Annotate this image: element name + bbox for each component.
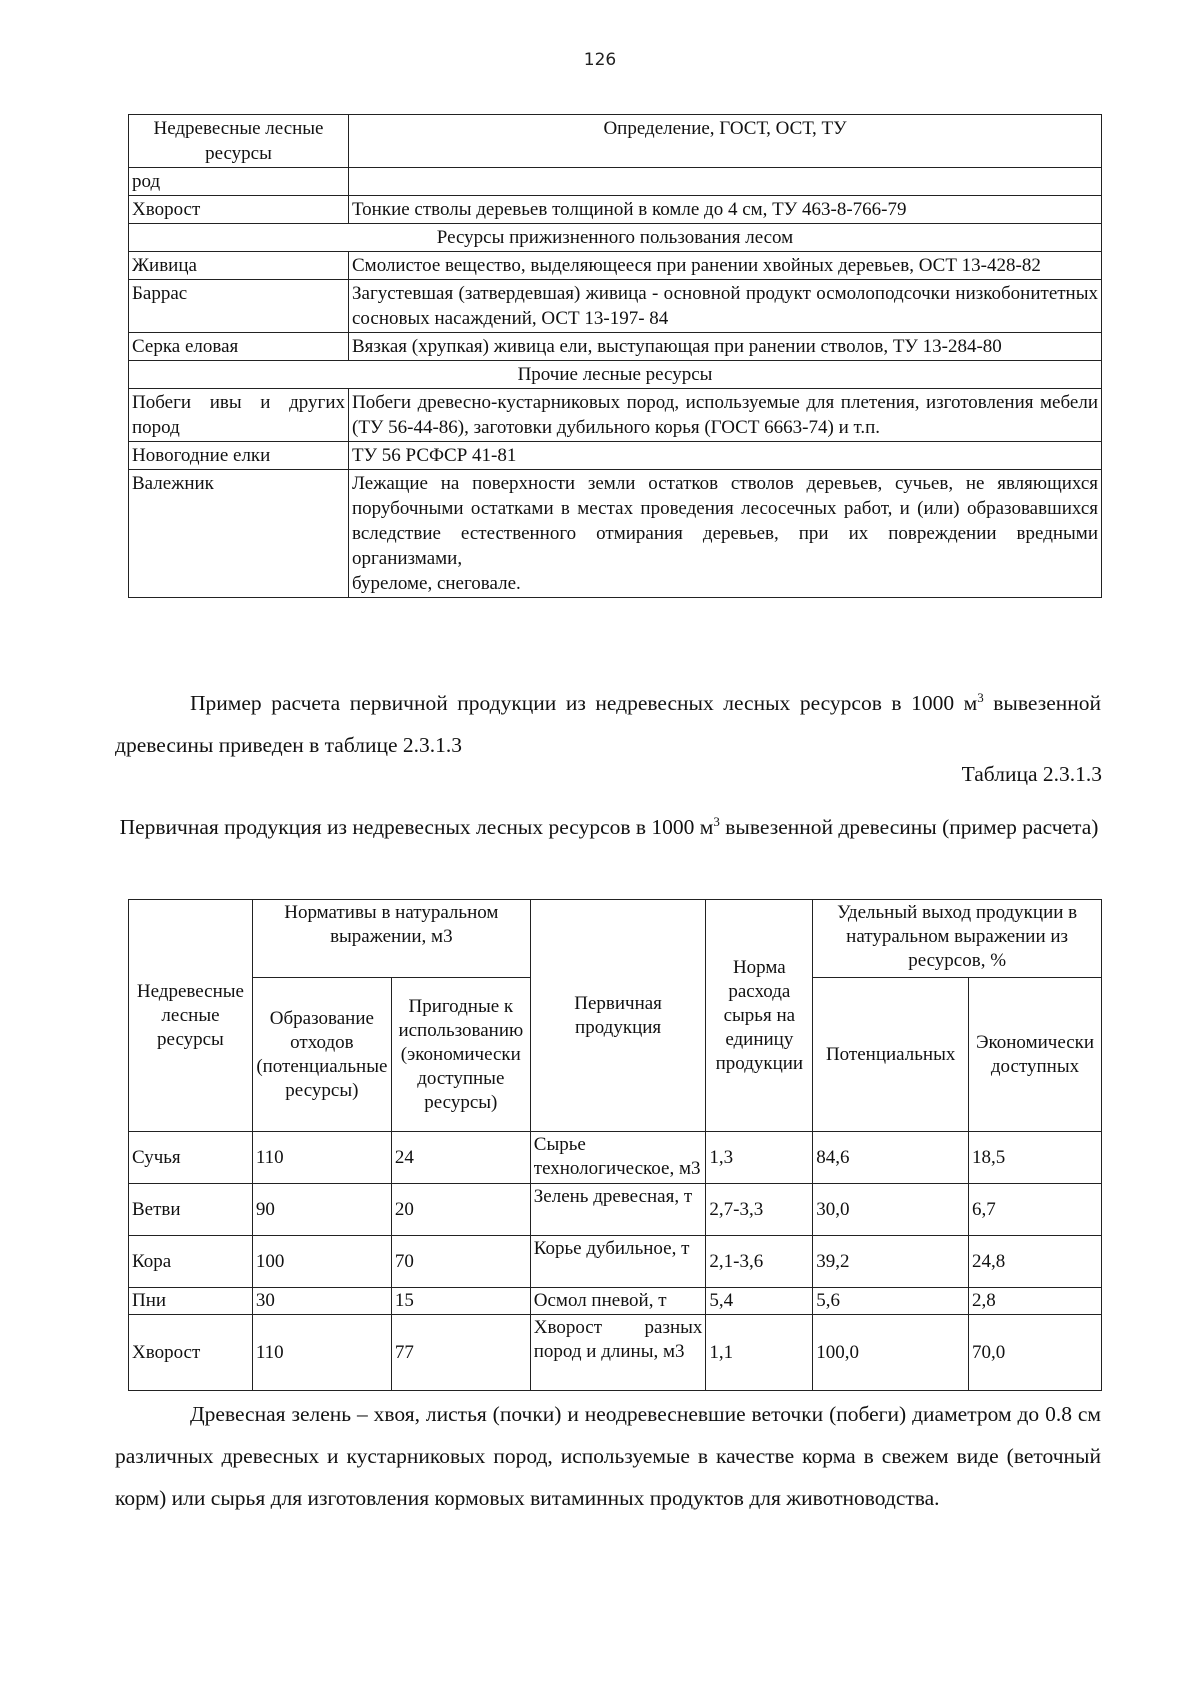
cell-potential: 84,6 [813, 1132, 969, 1184]
cell-waste: 110 [252, 1315, 391, 1391]
table-row-definition: ТУ 56 РСФСР 41-81 [349, 442, 1102, 470]
col-header-resources: Недревесные лесные ресурсы [129, 900, 253, 1132]
table-row-definition: Побеги древесно-кустарниковых пород, используемые для плетения, изготовления мебели (ТУ 56-44-86), заготовки дубильного корья (ГОСТ 6663-74) и т.п. [349, 389, 1102, 442]
cell-usable: 15 [391, 1288, 530, 1315]
col-header-product: Первичная продукция [530, 900, 706, 1132]
cell-name: Хворост [129, 1315, 253, 1391]
table-row [129, 1184, 1102, 1236]
table-title: Первичная продукция из недревесных лесных ресурсов в 1000 $м^3$ вывезенной древесины (пример расчета) [119, 813, 1099, 839]
cell-potential: 100,0 [813, 1315, 969, 1391]
col-header-usable: Пригодные к использованию (экономически доступные ресурсы) [391, 978, 530, 1132]
table-row-definition: Загустевшая (затвердевшая) живица - основной продукт осмолоподсочки низкобонитетных сосновых насаждений, ОСТ 13-197- 84 [349, 280, 1102, 333]
table-row-name: Валежник [129, 470, 349, 598]
table-row-definition-cell [349, 470, 1102, 598]
cell-product: Осмол пневой, т [530, 1288, 706, 1315]
resources-definitions-table [128, 114, 1102, 598]
cell-economic: 70,0 [969, 1315, 1102, 1391]
table-row [129, 1315, 1102, 1391]
table-row [129, 1236, 1102, 1288]
col-header-waste: Образование отходов (потенциальные ресурсы) [252, 978, 391, 1132]
cell-product: Хворост разных пород и длины, м3 [530, 1315, 706, 1391]
cell-usable: 24 [391, 1132, 530, 1184]
cell-waste: 110 [252, 1132, 391, 1184]
cell-potential: 5,6 [813, 1288, 969, 1315]
table-label: Таблица 2.3.1.3 [961, 762, 1102, 786]
cell-rate: 1,1 [706, 1315, 813, 1391]
cell-rate: 5,4 [706, 1288, 813, 1315]
page-number: 126 [583, 50, 617, 70]
cell-potential: 39,2 [813, 1236, 969, 1288]
col-header-norms: Нормативы в натуральном выражении, м3 [252, 900, 530, 978]
cell-economic: 2,8 [969, 1288, 1102, 1315]
col-header-economic: Экономически доступных [969, 978, 1102, 1132]
table1-header-definition: Определение, ГОСТ, ОСТ, ТУ [349, 115, 1102, 168]
table1-header-resources: Недревесные лесные ресурсы [129, 115, 349, 168]
cell-usable: 70 [391, 1236, 530, 1288]
col-header-yield: Удельный выход продукции в натуральном выражении из ресурсов, % [813, 900, 1102, 978]
table-row-name: род [129, 168, 349, 196]
cell-economic: 24,8 [969, 1236, 1102, 1288]
cell-usable: 20 [391, 1184, 530, 1236]
table-row-name: Новогодние елки [129, 442, 349, 470]
col-header-potential: Потенциальных [813, 978, 969, 1132]
cell-name: Ветви [129, 1184, 253, 1236]
table-row [129, 1132, 1102, 1184]
cell-rate: 2,1-3,6 [706, 1236, 813, 1288]
cell-usable: 77 [391, 1315, 530, 1391]
table-row-name: Серка еловая [129, 333, 349, 361]
primary-production-table [128, 899, 1102, 1391]
cell-name: Кора [129, 1236, 253, 1288]
cell-economic: 18,5 [969, 1132, 1102, 1184]
col-header-rate: Норма расхода сырья на единицу продукции [706, 900, 813, 1132]
table1-section-heading: Ресурсы прижизненного пользования лесом [129, 224, 1102, 252]
cell-rate: 2,7-3,3 [706, 1184, 813, 1236]
cell-product: Корье дубильное, т [530, 1236, 706, 1288]
table-row [129, 1288, 1102, 1315]
cell-product: Зелень древесная, т [530, 1184, 706, 1236]
cell-waste: 90 [252, 1184, 391, 1236]
cell-waste: 100 [252, 1236, 391, 1288]
cell-name: Пни [129, 1288, 253, 1315]
table-row-definition: Вязкая (хрупкая) живица ели, выступающая при ранении стволов, ТУ 13-284-80 [349, 333, 1102, 361]
table-row-name: Живица [129, 252, 349, 280]
table-row-name: Баррас [129, 280, 349, 333]
table-row-definition-continued: буреломе, снеговале. [352, 573, 521, 594]
cell-product: Сырье технологическое, м3 [530, 1132, 706, 1184]
paragraph-example-intro: Пример расчета первичной продукции из недревесных лесных ресурсов в 1000 $м^3$ вывезенной древесины приведен в таблице 2.3.1.3 [115, 689, 1101, 757]
table-row-definition: Тонкие стволы деревьев толщиной в комле до 4 см, ТУ 463-8-766-79 [349, 196, 1102, 224]
paragraph-wood-greens-definition: Древесная зелень – хвоя, листья (почки) и неодревесневшие веточки (побеги) диаметром до 0.8 см различных древесных и кустарниковых пород, используемые в качестве корма в свежем виде (веточный корм) или сырья для изготовления кормовых витаминных продуктов для животноводства. [115, 1402, 1101, 1510]
cell-waste: 30 [252, 1288, 391, 1315]
cell-economic: 6,7 [969, 1184, 1102, 1236]
cell-potential: 30,0 [813, 1184, 969, 1236]
table-row-name: Побеги ивы и других пород [129, 389, 349, 442]
table-row-definition: Смолистое вещество, выделяющееся при ранении хвойных деревьев, ОСТ 13-428-82 [349, 252, 1102, 280]
cell-name: Сучья [129, 1132, 253, 1184]
table1-section-heading: Прочие лесные ресурсы [129, 361, 1102, 389]
table-row-name: Хворост [129, 196, 349, 224]
table-row-definition: Лежащие на поверхности земли остатков стволов деревьев, сучьев, не являющихся порубочными остатками в местах проведения лесосечных работ, и (или) образовавшихся вследствие естественного отмирания деревьев, при их повреждении вредными организмами, [352, 473, 1098, 569]
table-row-definition [349, 168, 1102, 196]
cell-rate: 1,3 [706, 1132, 813, 1184]
